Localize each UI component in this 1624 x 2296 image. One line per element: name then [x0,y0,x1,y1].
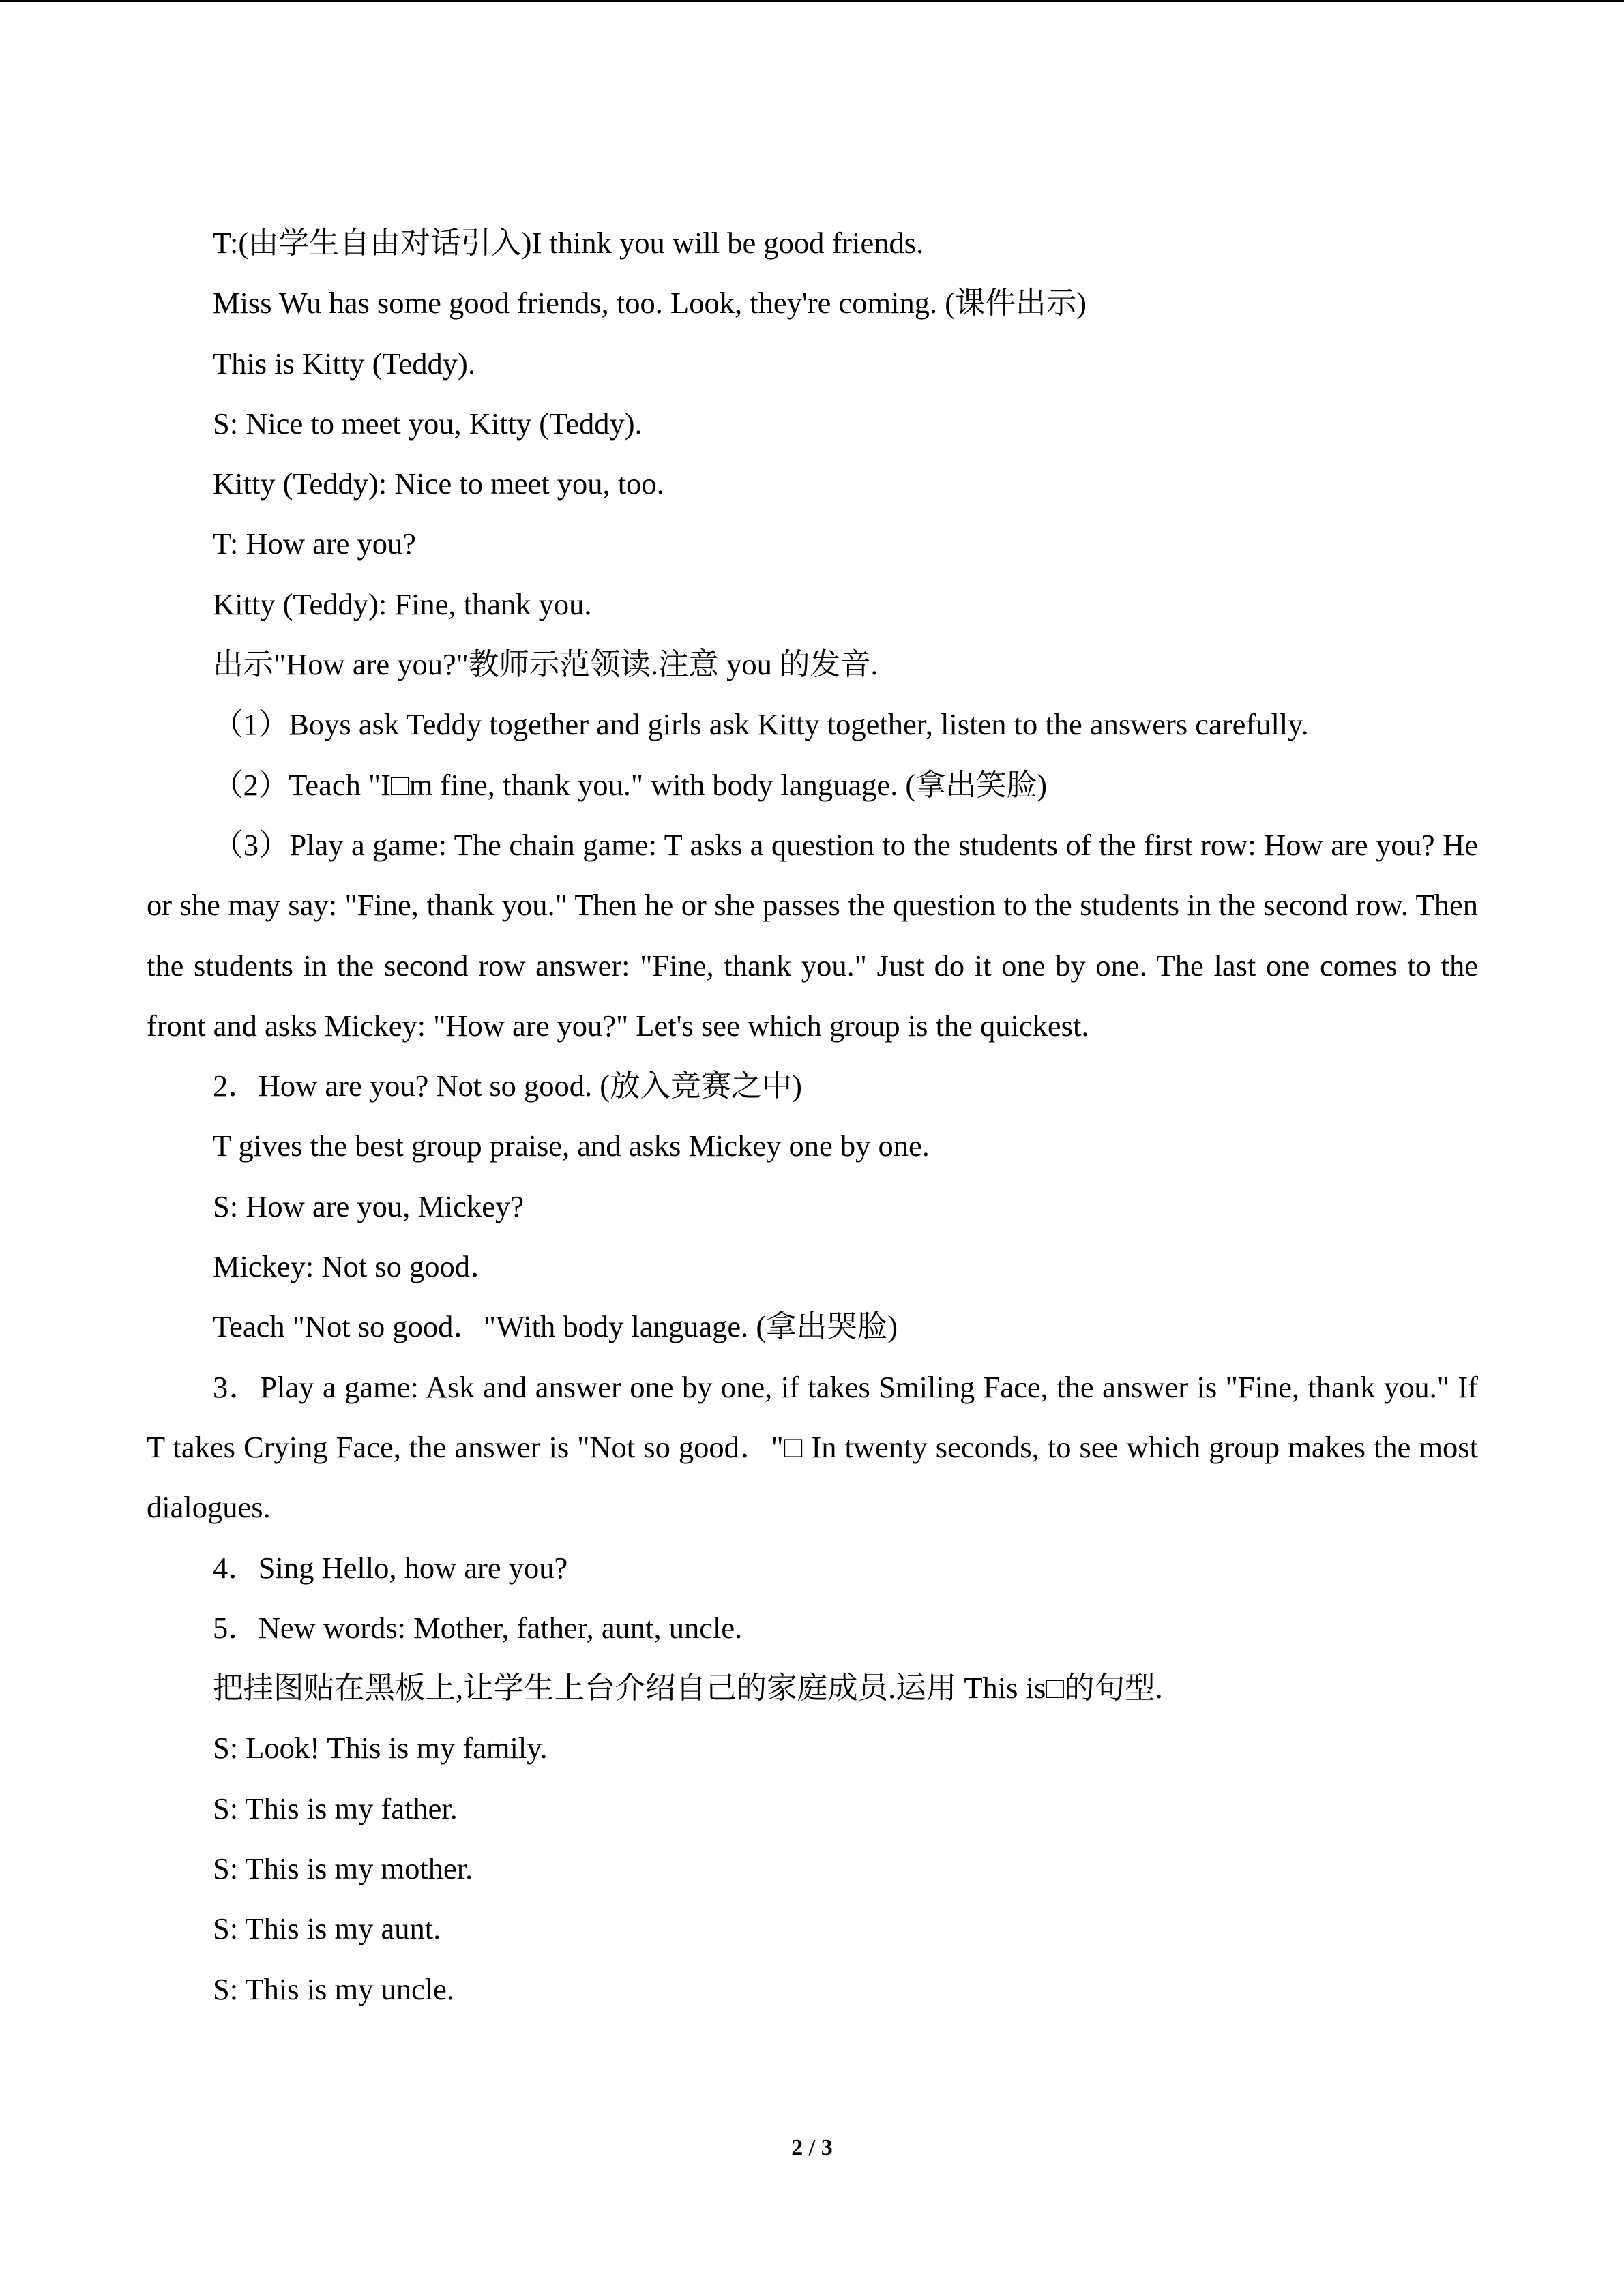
paragraph: 把挂图贴在黑板上,让学生上台介绍自己的家庭成员.运用 This is□的句型. [213,1671,1163,1705]
paragraph: T gives the best group praise, and asks Mickey one by one. [213,1129,930,1163]
paragraph-smiling-face-game: 3．Play a game: Ask and answer one by one, if takes Smiling Face, the answer is "Fine, thank you." If T takes Crying Face, the answer is "Not so good．"□ In twenty seconds, to see which group makes the most dialogues. [147,1369,1486,1525]
paragraph: Mickey: Not so good． [213,1249,501,1284]
paragraph: 5．New words: Mother, father, aunt, uncle. [213,1610,743,1645]
paragraph: S: This is my aunt. [213,1911,441,1946]
paragraph: S: Look! This is my family. [213,1731,548,1765]
paragraph: 4．Sing Hello, how are you? [213,1550,568,1585]
paragraph: Kitty (Teddy): Fine, thank you. [213,586,592,621]
paragraph: Kitty (Teddy): Nice to meet you, too. [213,466,664,501]
top-border [0,0,1624,2]
paragraph: S: This is my mother. [213,1851,473,1886]
paragraph: This is Kitty (Teddy). [213,346,475,381]
paragraph: （1）Boys ask Teddy together and girls ask Kitty together, listen to the answers carefully. [213,707,1309,742]
paragraph: Miss Wu has some good friends, too. Look, they're coming. (课件出示) [213,286,1087,320]
paragraph: S: This is my uncle. [213,1971,454,2006]
paragraph: 2．How are you? Not so good. (放入竞赛之中) [213,1069,802,1103]
paragraph: （2）Teach "I□m fine, thank you." with body language. (拿出笑脸) [213,767,1048,802]
paragraph: T: How are you? [213,526,417,561]
paragraph-chain-game: （3）Play a game: The chain game: T asks a question to the students of the first row: How are you? He or she may say: "Fine, thank you." Then he or she passes the question to the students in the second row. Then the students in the second row answer: "Fine, thank you." Just do it one by one. The last one comes to the front and asks Mickey: "How are you?" Let's see which group is the quickest. [147,827,1486,1043]
paragraph: 出示"How are you?"教师示范领读.注意 you 的发音. [213,647,879,682]
paragraph: S: Nice to meet you, Kitty (Teddy). [213,406,643,441]
paragraph: Teach "Not so good．"With body language. (拿出哭脸) [213,1309,898,1344]
page-number: 2 / 3 [791,2135,833,2160]
paragraph: S: This is my father. [213,1791,458,1825]
paragraph: T:(由学生自由对话引入)I think you will be good friends. [213,226,924,260]
document-body [147,213,1486,2019]
paragraph: S: How are you, Mickey? [213,1189,525,1223]
